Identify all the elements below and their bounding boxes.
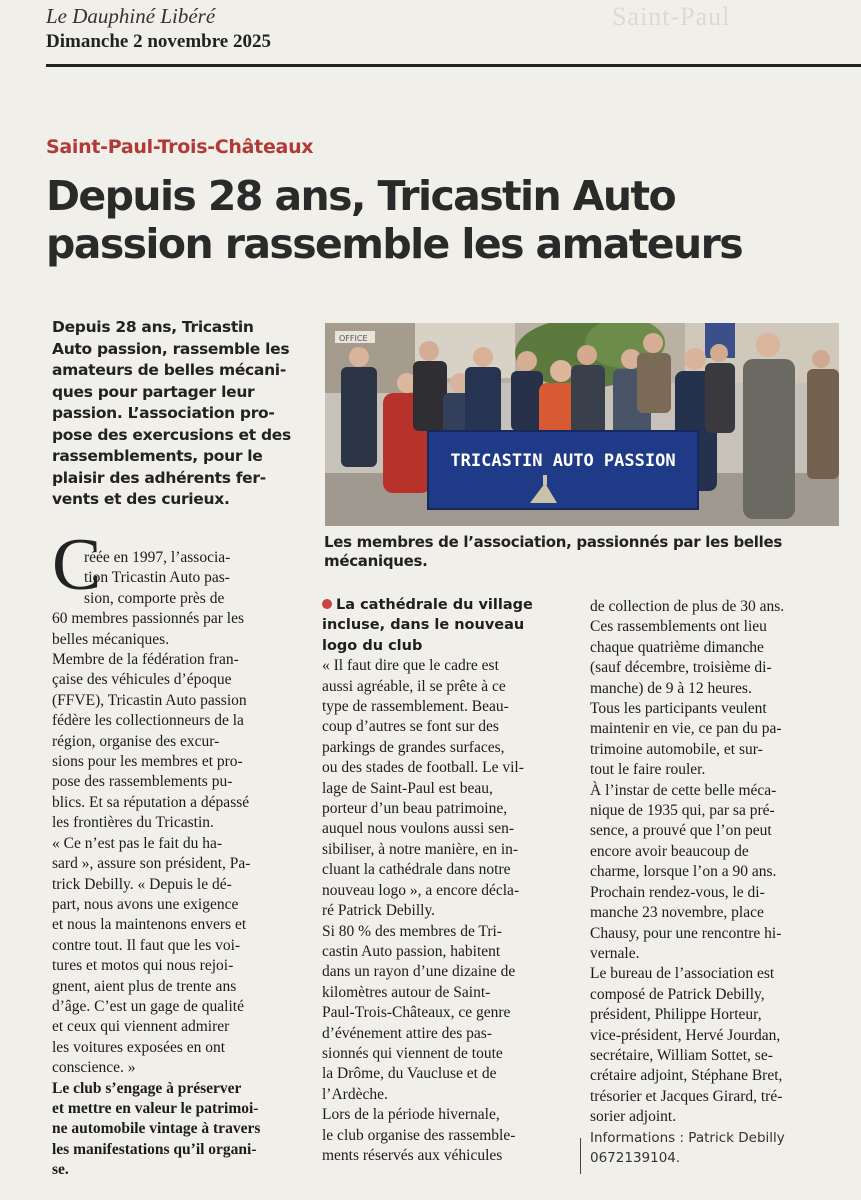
body-line: Membre de la fédération fran- (52, 651, 239, 669)
body-line: de collection de plus de 30 ans. (590, 598, 785, 615)
body-line: fédère les collectionneurs de la (52, 712, 244, 730)
body-line: Lors de la période hivernale, (322, 1106, 500, 1124)
body-line: « Il faut dire que le cadre est (322, 657, 499, 675)
body-line: crétaire adjoint, Stéphane Bret, (590, 1067, 783, 1085)
issue-date: Dimanche 2 novembre 2025 (46, 31, 271, 52)
article-column-2 (322, 595, 570, 1166)
subheading-line: logo du club (322, 637, 423, 654)
intro-paragraph (52, 317, 320, 511)
body-line: les frontières du Tricastin. (52, 814, 214, 832)
intro-line: vents et des curieux. (52, 490, 230, 508)
body-line: maintenir en vie, ce pan du pa- (590, 720, 782, 738)
body-line: réée en 1997, l’associa- (84, 549, 231, 566)
masthead (46, 4, 271, 53)
body-line: trimoine automobile, et sur- (590, 740, 763, 758)
intro-line: ques pour partager leur (52, 382, 255, 401)
drop-cap: C (52, 524, 102, 606)
body-line: et mettre en valeur le patrimoi- (52, 1099, 259, 1117)
body-line: composé de Patrick Debilly, (590, 985, 765, 1003)
body-line: Tous les participants veulent (590, 700, 767, 718)
body-line: ré Patrick Debilly. (322, 902, 436, 920)
body-line: tion Tricastin Auto pas- (84, 569, 230, 587)
intro-line: amateurs de belles mécani- (52, 361, 286, 379)
intro-line: Auto passion, rassemble les (52, 339, 290, 358)
body-line: auquel nous voulons aussi sen- (322, 820, 515, 838)
body-line: les voitures exposées en ont (52, 1038, 226, 1056)
headline-line: passion rassemble les amateurs (46, 220, 743, 268)
body-line: trick Debilly. « Depuis le dé- (52, 875, 232, 893)
body-line: Prochain rendez-vous, le di- (590, 883, 765, 901)
body-line: Ces rassemblements ont lieu (590, 618, 767, 636)
body-line: conscience. » (52, 1059, 136, 1077)
bullet-icon (322, 599, 332, 609)
body-line: ne automobile vintage à travers (52, 1120, 261, 1138)
body-line: lage de Saint-Paul est beau, (322, 779, 493, 797)
body-line: parkings de grandes surfaces, (322, 738, 505, 756)
contact-phone: 0672139104. (590, 1149, 681, 1166)
contact-info: Informations : Patrick Debilly (590, 1129, 785, 1146)
body-line: secrétaire, William Sottet, se- (590, 1046, 773, 1064)
banner-text: TRICASTIN AUTO PASSION (450, 451, 676, 471)
body-line: Le club s’engage à préserver (52, 1079, 242, 1097)
body-line: cluant la cathédrale dans notre (322, 861, 511, 879)
body-line: porteur d’un beau patrimoine, (322, 800, 508, 818)
office-sign: OFFICE (339, 334, 368, 343)
body-line: encore avoir beaucoup de (590, 842, 749, 860)
body-line: vernale. (590, 944, 640, 962)
body-line: (FFVE), Tricastin Auto passion (52, 691, 247, 709)
intro-line: Depuis 28 ans, Tricastin (52, 318, 254, 336)
body-line: président, Philippe Horteur, (590, 1006, 762, 1024)
body-line: la Drôme, du Vaucluse et de (322, 1065, 497, 1083)
headline (46, 172, 742, 268)
body-line: « Ce n’est pas le fait du ha- (52, 834, 223, 852)
body-line: sion, comporte près de (84, 589, 225, 607)
body-line: contre tout. Il faut que les voi- (52, 936, 241, 954)
body-line: région, organise des excur- (52, 732, 220, 750)
info-divider (580, 1138, 581, 1174)
body-line: et nous la maintenons envers et (52, 916, 247, 934)
header-rule (46, 64, 861, 67)
body-line: dans un rayon d’une dizaine de (322, 963, 516, 981)
body-line: chaque quatrième dimanche (590, 638, 764, 656)
body-line: ou des stades de football. Le vil- (322, 759, 524, 777)
body-line: belles mécaniques. (52, 630, 170, 648)
section-label: Saint-Paul-Trois-Châteaux (46, 136, 314, 158)
body-line: sorier adjoint. (590, 1108, 677, 1126)
article-column-1 (52, 548, 302, 1181)
body-line: tout le faire rouler. (590, 761, 706, 779)
photo-caption: Les membres de l’association, passionnés par les belles mécaniques. (324, 533, 782, 570)
body-line: blics. Et sa réputation a dépassé (52, 793, 250, 811)
body-line: et ceux qui viennent admirer (52, 1018, 230, 1036)
body-line: À l’instar de cette belle méca- (590, 781, 777, 799)
subheading-line: La cathédrale du village (322, 595, 570, 615)
newspaper-name: Le Dauphiné Libéré (46, 4, 216, 28)
article-column-3 (590, 597, 838, 1168)
body-line: vice-président, Hervé Jourdan, (590, 1026, 781, 1044)
body-line: gnent, aient plus de trente ans (52, 977, 237, 995)
body-line: Le bureau de l’association est (590, 965, 775, 983)
body-line: sibiliser, à notre manière, en in- (322, 840, 519, 858)
body-line: les manifestations qu’il organi- (52, 1140, 257, 1158)
headline-line: Depuis 28 ans, Tricastin Auto (46, 172, 676, 220)
body-line: Chausy, pour une rencontre hi- (590, 924, 782, 942)
body-line: d’âge. C’est un gage de qualité (52, 997, 244, 1015)
body-line: sions pour les membres et pro- (52, 753, 243, 771)
body-line: coup d’autres se font sur des (322, 718, 499, 736)
body-line: sence, a prouvé que l’on peut (590, 822, 772, 840)
subheading-line: incluse, dans le nouveau (322, 617, 525, 634)
bleed-through-text: Saint-Paul (612, 2, 731, 31)
body-line: Paul-Trois-Châteaux, ce genre (322, 1004, 511, 1022)
body-line: çaise des véhicules d’époque (52, 671, 232, 689)
intro-line: passion. L’association pro- (52, 404, 275, 422)
body-line: nique de 1935 qui, par sa pré- (590, 802, 775, 820)
body-line: 60 membres passionnés par les (52, 610, 244, 628)
body-line: tures et motos qui nous rejoi- (52, 957, 234, 975)
body-line: trésorier et Jacques Girard, tré- (590, 1087, 783, 1105)
intro-line: pose des exercusions et des (52, 425, 291, 444)
body-line: l’Ardèche. (322, 1085, 388, 1103)
intro-line: plaisir des adhérents fer- (52, 468, 266, 487)
body-line: Si 80 % des membres de Tri- (322, 922, 502, 940)
body-line: aussi agréable, il se prête à ce (322, 677, 506, 695)
body-line: manche) de 9 à 12 heures. (590, 679, 752, 697)
body-line: ments réservés aux véhicules (322, 1146, 503, 1164)
body-line: manche 23 novembre, place (590, 904, 764, 922)
body-line: castin Auto passion, habitent (322, 942, 501, 960)
body-line: sionnés qui viennent de toute (322, 1044, 503, 1062)
group-photo (325, 323, 839, 526)
intro-line: rassemblements, pour le (52, 447, 263, 465)
body-line: nouveau logo », a encore décla- (322, 881, 520, 899)
body-line: se. (52, 1161, 69, 1179)
body-line: type de rassemblement. Beau- (322, 698, 509, 716)
body-line: pose des rassemblements pu- (52, 773, 233, 791)
body-line: sard », assure son président, Pa- (52, 855, 251, 873)
body-line: le club organise des rassemble- (322, 1126, 516, 1144)
body-line: kilomètres autour de Saint- (322, 983, 491, 1001)
body-line: part, nous avons une exigence (52, 895, 239, 913)
body-line: (sauf décembre, troisième di- (590, 659, 772, 677)
body-line: charme, lorsque l’on a 90 ans. (590, 863, 777, 881)
body-line: d’événement attire des pas- (322, 1024, 492, 1042)
